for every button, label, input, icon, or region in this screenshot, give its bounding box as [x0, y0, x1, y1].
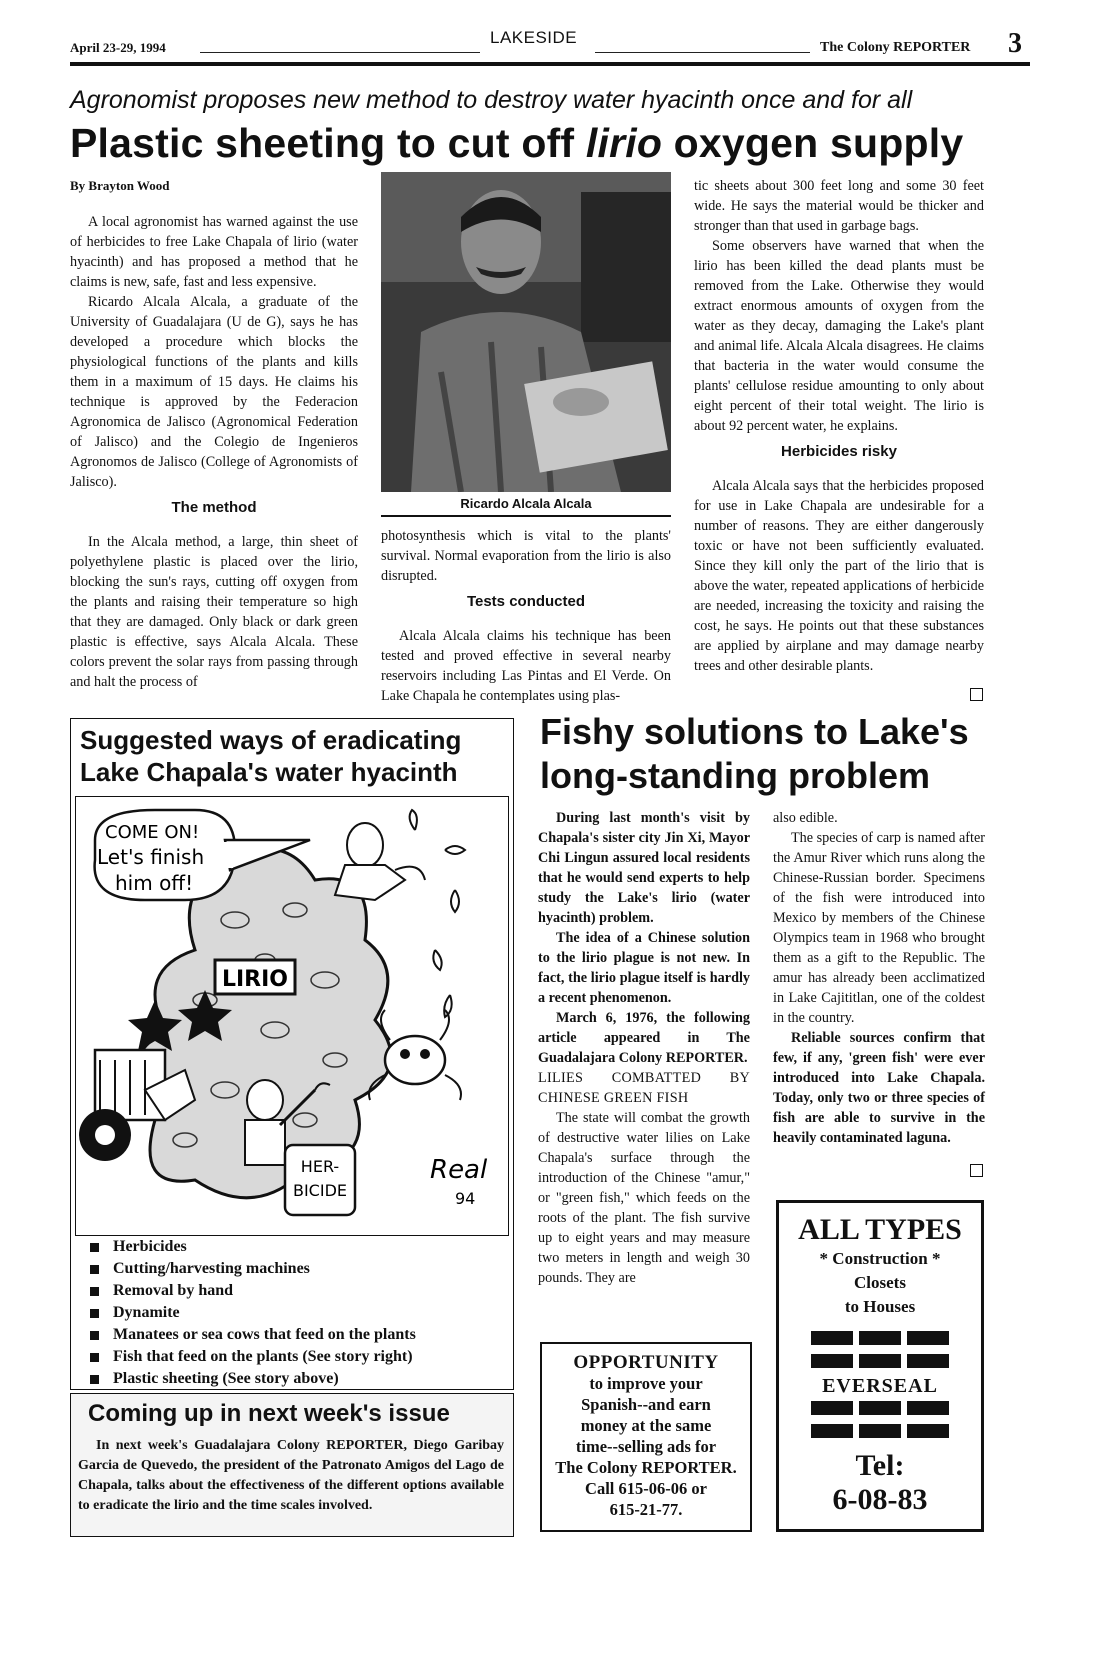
- list-item-label: Dynamite: [113, 1304, 180, 1321]
- masthead-rule: [200, 52, 480, 53]
- paragraph: Alcala Alcala claims his technique has been tested and proved effective in several nearby reservoirs including Las Pintas and El Verde. On Lake Chapala he contemplates using plas-: [381, 628, 671, 704]
- list-item-label: Plastic sheeting (See story above): [113, 1370, 339, 1387]
- photo-image: [381, 172, 671, 492]
- paragraph: During last month's visit by Chapala's sister city Jin Xi, Mayor Chi Lingun assured local residents that he would send experts to help study the Lake's lirio (water hyacinth) problem.: [538, 810, 750, 926]
- bullet-icon: [90, 1243, 99, 1252]
- cartoon-signature-year: 94: [455, 1189, 476, 1208]
- list-item-label: Fish that feed on the plants (See story right): [113, 1348, 413, 1365]
- paper-name: The Colony REPORTER: [820, 40, 971, 55]
- article-column-2: [381, 526, 671, 706]
- bullet-icon: [90, 1353, 99, 1362]
- methods-list: [90, 1236, 416, 1390]
- ad-title: ALL TYPES: [798, 1213, 962, 1246]
- byline: By Brayton Wood: [70, 178, 170, 193]
- brick-row: [779, 1401, 981, 1420]
- list-item-label: Cutting/harvesting machines: [113, 1260, 310, 1277]
- cartoon-bubble-line3: him off!: [115, 871, 194, 895]
- list-item: [90, 1236, 416, 1258]
- paragraph: The species of carp is named after the Amur River which runs along the Chinese-Russian border. Specimens of the fish were introduced into Mexico by members of the Chinese Olympics team in 1968 who brought them as a gift to the Republic. The amur has already been acclimatized in Lake Cajititlan, one of the coldest in the country.: [773, 830, 985, 1026]
- list-item: [90, 1324, 416, 1346]
- end-mark-icon: [970, 1164, 983, 1177]
- article-headline: [70, 120, 963, 167]
- fishy-headline: [540, 710, 969, 798]
- list-item: [90, 1280, 416, 1302]
- subhead-tests: Tests conducted: [466, 593, 586, 610]
- list-item: [90, 1302, 416, 1324]
- paragraph: also edible.: [773, 810, 838, 826]
- list-item: [90, 1368, 416, 1390]
- end-mark-icon: [970, 688, 983, 701]
- paragraph: Ricardo Alcala Alcala, a graduate of the University of Guadalajara (U de G), says he has developed a procedure which blocks the physiological functions of the plants and kills them in a maximum of 15 days. He claims his technique is approved by the Federacion Agronomica de Jalisco (Agronomical Federation of Jalisco) and the Colegio de Ingenieros Agronomos de Jalisco (College of Agronomists of Jalisco).: [70, 294, 358, 490]
- list-item: [90, 1346, 416, 1368]
- cartoon-signature: Real: [430, 1155, 488, 1185]
- paragraph: Alcala Alcala says that the herbicides proposed for use in Lake Chapala are undesirable for a number of reasons. They are either dangerously toxic or have not been sufficiently evaluated. Since they kill only the part of the lirio that is above the water, repeated applications of herbicide are needed, increasing the toxicity and raising the cost, he says. He points out that these substances are applied by airplane and may damage nearby trees and other desirable plants.: [694, 478, 984, 674]
- opportunity-ad: [540, 1342, 752, 1532]
- masthead: [70, 28, 1030, 66]
- paragraph: Some observers have warned that when the lirio has been killed the dead plants must be removed from the Lake. Otherwise they would extract enormous amounts of oxygen from the water as they decay, damaging the Lake's plant and animal life. Alcala Alcala disagrees. He claims that bacteria in the water would consume the plants' cellulose residue amounting to only about eight percent of their total weight. The lirio is about 92 percent water, he explains.: [694, 238, 984, 434]
- bullet-icon: [90, 1375, 99, 1384]
- ad-tel: 6-08-83: [832, 1483, 928, 1516]
- list-item-label: Removal by hand: [113, 1282, 234, 1299]
- ad-line: time--selling ads for: [575, 1437, 717, 1456]
- brick-row: [779, 1424, 981, 1443]
- ad-line: Call 615-06-06 or: [585, 1479, 707, 1498]
- ad-line: to improve your: [589, 1374, 703, 1393]
- fishy-headline-line: long-standing problem: [540, 755, 930, 796]
- paragraph: In the Alcala method, a large, thin sheet of polyethylene plastic is placed over the lirio, blocking the sun's rays, cutting off oxygen from the plants and raising their temperature so high that they are damaged. Only black or dark green plastic is effective, says Alcala Alcala. These colors prevent the solar rays from passing through and halt the process of: [70, 534, 358, 690]
- headline-part: Plastic sheeting to cut off: [70, 120, 586, 166]
- list-item: [90, 1258, 416, 1280]
- suggested-title-line: Suggested ways of eradicating: [80, 725, 462, 755]
- ad-brand: EVERSEAL: [822, 1375, 938, 1397]
- cartoon-bubble-line2: Let's finish: [97, 845, 205, 869]
- ad-tel-label: Tel:: [855, 1449, 905, 1482]
- masthead-rule: [595, 52, 810, 53]
- photo-caption: Ricardo Alcala Alcala: [381, 496, 671, 517]
- fishy-column-1: [538, 808, 750, 1288]
- lirio-cartoon: [75, 800, 510, 1232]
- paragraph: A local agronomist has warned against the use of herbicides to free Lake Chapala of lirio (water hyacinth) and has proposed a method that he claims is new, safe, fast and less expensive.: [70, 214, 358, 290]
- ad-line: The Colony REPORTER.: [555, 1458, 737, 1477]
- ad-line: 615-21-77.: [609, 1500, 683, 1519]
- ad-line: Closets: [854, 1273, 906, 1292]
- subhead-method: The method: [171, 499, 257, 516]
- reprint-subhead: LILIES COMBATTED BY CHINESE GREEN FISH: [538, 1070, 750, 1106]
- fishy-headline-line: Fishy solutions to Lake's: [540, 711, 969, 752]
- section-name: LAKESIDE: [490, 28, 578, 47]
- article-column-1: [70, 176, 358, 692]
- paragraph: tic sheets about 300 feet long and some 30 feet wide. He says the material would be thicker and stronger than that used in garbage bags.: [694, 178, 984, 234]
- brick-row: [779, 1331, 981, 1350]
- brick-row: [779, 1354, 981, 1373]
- headline-part: oxygen supply: [662, 120, 964, 166]
- article-column-3: [694, 176, 984, 676]
- bullet-icon: [90, 1265, 99, 1274]
- subhead-herbicides: Herbicides risky: [781, 443, 897, 460]
- cartoon-drawing: [75, 800, 505, 1230]
- list-item-label: Manatees or sea cows that feed on the plants: [113, 1326, 416, 1343]
- fishy-column-2: [773, 808, 985, 1148]
- article-kicker: Agronomist proposes new method to destroy water hyacinth once and for all: [70, 86, 913, 114]
- suggested-title-line: Lake Chapala's water hyacinth: [80, 757, 458, 787]
- ad-line: Spanish--and earn: [581, 1395, 711, 1414]
- ad-line: to Houses: [844, 1297, 916, 1316]
- portrait-photo: [381, 172, 671, 492]
- paragraph: Reliable sources confirm that few, if any, 'green fish' were ever introduced into Lake Chapala. Today, only two or three species of fish are able to survive in the heavily contaminated laguna.: [773, 1030, 985, 1146]
- cartoon-bubble-line1: COME ON!: [105, 822, 200, 843]
- issue-date: April 23-29, 1994: [70, 40, 166, 55]
- ad-line: * Construction *: [819, 1249, 941, 1268]
- cartoon-sign-label: LIRIO: [221, 967, 289, 992]
- headline-italic: lirio: [585, 120, 663, 166]
- masthead-bar: [70, 62, 1030, 66]
- ad-title: OPPORTUNITY: [573, 1352, 719, 1373]
- cartoon-can-line1: HER-: [300, 1157, 340, 1176]
- bullet-icon: [90, 1309, 99, 1318]
- bullet-icon: [90, 1331, 99, 1340]
- coming-up-text: In next week's Guadalajara Colony REPORTER, Diego Garibay Garcia de Quevedo, the president of the Patronato Amigos del Lago de Chapala, talks about the effectiveness of the different options available to eradicate the lirio and the time scales involved.: [78, 1438, 504, 1513]
- ad-line: money at the same: [580, 1416, 712, 1435]
- bullet-icon: [90, 1287, 99, 1296]
- paragraph: March 6, 1976, the following article appeared in The Guadalajara Colony REPORTER.: [538, 1010, 750, 1066]
- everseal-ad: [776, 1200, 984, 1532]
- page-number: 3: [1008, 28, 1022, 59]
- coming-up-title: Coming up in next week's issue: [88, 1400, 450, 1427]
- paragraph: The idea of a Chinese solution to the lirio plague is not new. In fact, the lirio plague itself is hardly a recent phenomenon.: [538, 930, 750, 1006]
- paragraph: photosynthesis which is vital to the plants' survival. Normal evaporation from the lirio is also disrupted.: [381, 528, 671, 584]
- list-item-label: Herbicides: [113, 1238, 187, 1255]
- suggested-title: [80, 724, 461, 788]
- cartoon-can-line2: BICIDE: [292, 1181, 348, 1200]
- paragraph: The state will combat the growth of destructive water lilies on Lake Chapala's surface through the introduction of the Chinese "amur," or "green fish," which feeds on the roots of the plant. The fish survive up to eight years and may measure two meters in length and weigh 30 pounds. They are: [538, 1110, 750, 1286]
